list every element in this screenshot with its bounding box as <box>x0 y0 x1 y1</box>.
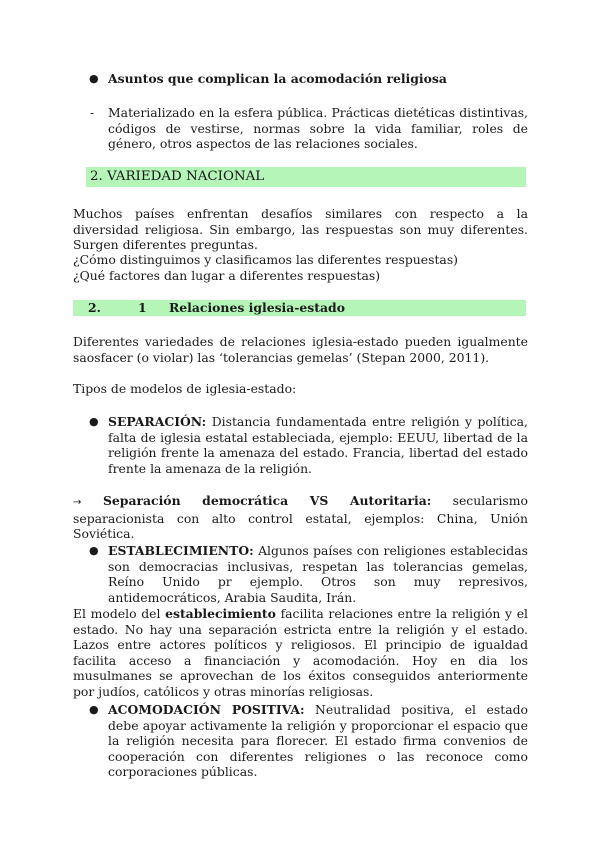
tipos-line: Tipos de modelos de iglesia-estado: <box>73 381 297 396</box>
arrow-icon: → <box>73 497 82 508</box>
question-2: ¿Qué factores dan lugar a diferentes respuestas) <box>73 268 381 283</box>
acomodacion-bullet-text: ACOMODACIÓN POSITIVA: Neutralidad positiva, el estado debe apoyar activamente la religión y proporcionar el espacio que la religión necesita para florecer. El estado firma convenios de cooperación con diferentes religiones o las reconoce como corporaciones públicas. <box>108 702 528 780</box>
section-title: VARIEDAD NACIONAL <box>107 169 265 184</box>
section-number: 2. <box>90 169 103 184</box>
subsection-num2: 1 <box>138 300 147 315</box>
dash-icon: - <box>90 105 95 120</box>
separacion-bullet-text: SEPARACIÓN: Distancia fundamentada entre religión y política, falta de iglesia estatal estableciada, ejemplo: EEUU, libertad de la religión frente la amenaza del estado. Francia, libertad del estado frente la amenaza de la religión. <box>108 414 528 476</box>
materializado-text: Materializado en la esfera pública. Prácticas dietéticas distintivas, códigos de vestirse, normas sobre la vida familiar, roles de género, otros aspectos de las relaciones sociales. <box>108 105 528 152</box>
separacion-democratica-paragraph: → Separación democrática VS Autoritaria: secularismo separacionista con alto control estatal, ejemplos: China, Unión Soviética. <box>73 493 529 542</box>
question-1: ¿Cómo distinguimos y clasificamos las diferentes respuestas) <box>73 252 459 267</box>
bullet-icon: ● <box>89 703 99 716</box>
establecimiento-bullet-text: ESTABLECIMIENTO: Algunos países con religiones establecidas son democracias inclusivas, respetan las tolerancias gemelas, Reíno Unido pr ejemplo. Otros son muy represivos, antidemocráticos, Arabia Saudita, Irán. <box>108 543 528 605</box>
subsection-num1: 2. <box>88 300 101 315</box>
modelo-paragraph: El modelo del establecimiento facilita relaciones entre la religión y el estado. No hay una separación estricta entre la religión y el estado. Lazos entre actores políticos y religiosos. El principio de igualdad facilita acceso a financiación y acomodación. Hoy en dia los musulmanes se aprovechan de los éxitos conseguidos anteriormente por judíos, católicos y otras minorías religiosas. <box>73 606 528 699</box>
section-2-heading <box>90 169 264 185</box>
asuntos-bullet-text: Asuntos que complican la acomodación religiosa <box>108 71 447 86</box>
intro-paragraph: Muchos países enfrentan desafíos similares con respecto a la diversidad religiosa. Sin embargo, las respuestas son muy diferentes. Surgen diferentes preguntas. <box>73 206 528 253</box>
bullet-icon: ● <box>89 72 99 85</box>
subsection-heading <box>88 300 528 316</box>
variedades-paragraph: Diferentes variedades de relaciones iglesia-estado pueden igualmente saosfacer (o violar) las ‘tolerancias gemelas’ (Stepan 2000, 2011). <box>73 334 528 365</box>
bullet-icon: ● <box>89 415 99 428</box>
bullet-icon: ● <box>89 544 99 557</box>
subsection-title: Relaciones iglesia-estado <box>169 300 345 315</box>
